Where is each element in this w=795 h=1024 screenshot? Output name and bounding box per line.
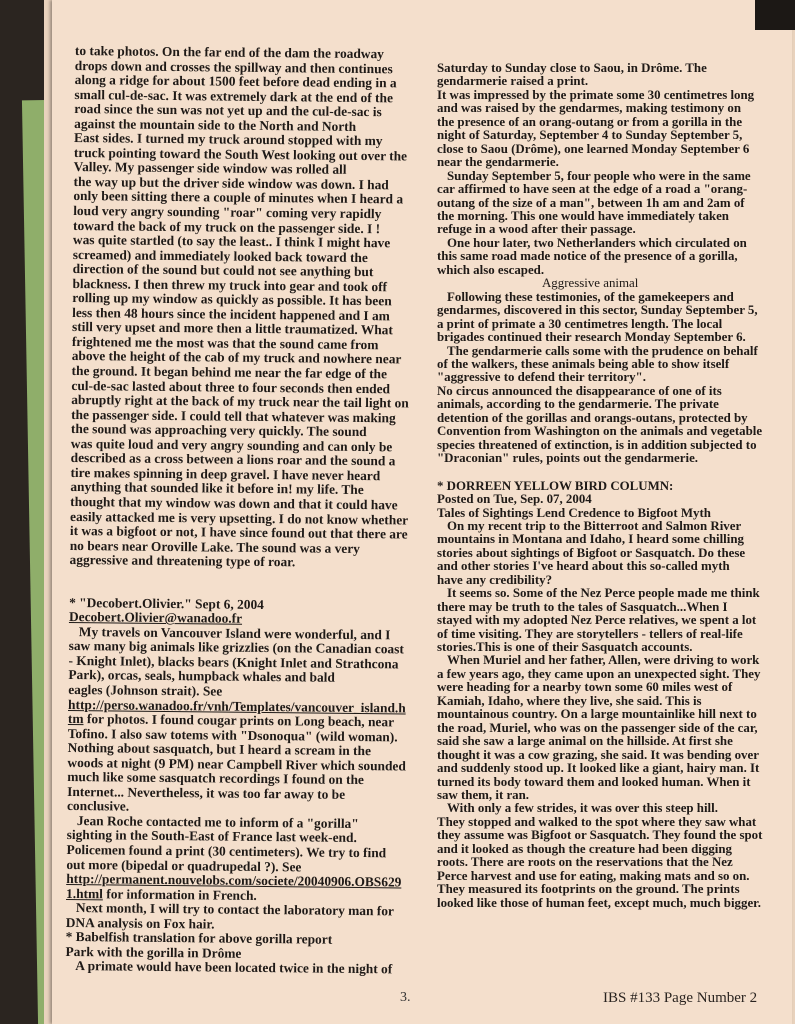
text-line: cul-de-sac lasted about three to four seconds then ended xyxy=(71,377,391,396)
text-line: "Draconian" rules, points out the gendarmerie. xyxy=(437,451,699,466)
text-line: it was a bigfoot or not, I have since found out that there are xyxy=(69,523,408,542)
text-line: were heading for a nearby town some 60 miles west of xyxy=(437,680,733,695)
text-line: close to Saou (Drôme), one learned Monday September 6 xyxy=(437,141,750,156)
text-line: It was impressed by the primate some 30 centimetres long xyxy=(437,87,755,102)
text-line: * DORREEN YELLOW BIRD COLUMN: xyxy=(437,478,674,493)
text-line: of time visiting. They are storytellers - tellers of real-life xyxy=(437,626,743,641)
hyperlink[interactable]: 1.html xyxy=(66,885,104,901)
truck-story xyxy=(70,44,414,571)
text-line: road since the sun was not yet up and the cul-de-sac is xyxy=(74,101,382,120)
line-text: On my recent trip to the Bitterroot and Salmon River xyxy=(447,518,742,533)
text-line: screamed) and immediately looked back toward the xyxy=(72,246,368,265)
text-line: Posted on Tue, Sep. 07, 2004 xyxy=(437,492,592,507)
text-line: stayed with my adopted Nez Perce relatives, we spent a lot xyxy=(437,613,757,628)
text-line: - Knight Inlet), blacks bears (Knight Inlet and Strathcona xyxy=(68,652,399,672)
gorilla-translation xyxy=(437,62,762,466)
text-line: thought it was a cow grazing, she said. It was bending over xyxy=(437,747,759,762)
text-line: outang of the size of a man", between 1h am and 2am of xyxy=(437,195,745,210)
background-corner xyxy=(755,0,795,30)
handwritten-page-number: 3. xyxy=(400,990,411,1005)
text-line xyxy=(437,802,762,815)
text-line: Internet... Nevertheless, it was too far away to be xyxy=(67,783,346,802)
text-line: was quite loud and very angry sounding and can only be xyxy=(70,435,393,455)
line-text: My travels on Vancouver Island were wonderful, and I xyxy=(78,623,391,643)
text-line: brigades continued their research Monday September 6. xyxy=(437,330,746,345)
text-line: described as a cross between a lions roar and the sound a xyxy=(70,450,396,469)
text-line xyxy=(437,277,762,290)
line-text: Following these testimonies, of the gamekeepers and xyxy=(447,289,734,304)
text-line: the passenger side. I could tell that whatever was making xyxy=(71,406,396,426)
text-line: Valley. My passenger side window was rolled all xyxy=(73,159,347,178)
text-line: anything that sounded like it before in! my life. The xyxy=(70,479,364,498)
text-line: near the gendarmerie. xyxy=(437,155,559,170)
left-column xyxy=(65,44,413,977)
text-line: Tales of Sightings Lend Credence to Bigfoot Myth xyxy=(437,505,711,520)
text-line: direction of the sound but could not see anything but xyxy=(72,261,374,280)
text-line: and was raised by the gendarmes, making testimony on xyxy=(437,101,742,116)
text-line: the sound was approaching very quickly. The sound xyxy=(70,421,367,440)
text-line: less then 48 hours since the incident happened and I am xyxy=(72,304,390,324)
text-line: above the height of the cab of my truck and nowhere near xyxy=(71,348,402,367)
text-line: night of Saturday, September 4 to Sunday September 5, xyxy=(437,128,743,143)
line-text: One hour later, two Netherlanders which circulated on xyxy=(447,235,747,250)
text-line: a print of primate a 30 centimetres length. The local xyxy=(437,316,723,331)
text-line: looked like those of human feet, except much, much bigger. xyxy=(437,895,761,910)
line-text: for information in French. xyxy=(102,885,257,903)
text-line: easily attacked me is very upsetting. I do not know whether xyxy=(69,508,409,528)
line-text: A primate would have been located twice in the night of xyxy=(75,958,393,977)
text-line: rolling up my window as quickly as possible. It has been xyxy=(72,290,392,309)
text-line: much like some sasquatch recordings I found on the xyxy=(67,769,365,788)
text-line: tire makes spinning in deep gravel. I have never heard xyxy=(70,464,381,484)
text-line: frightened me the most was that the sound came from xyxy=(71,333,379,353)
line-text: Aggressive animal xyxy=(542,276,639,291)
text-line: Perce harvest and use for eating, making mats and so on. xyxy=(437,868,750,883)
hyperlink[interactable]: http://permanent.nouvelobs.com/societe/20040906.OBS629 xyxy=(66,871,402,890)
yellow-bird-column xyxy=(437,480,762,911)
text-line: * "Decobert.Olivier." Sept 6, 2004 xyxy=(69,594,264,612)
text-line: No circus announced the disappearance of one of its xyxy=(437,383,722,398)
text-line: sighting in the South-East of France last week-end. xyxy=(66,827,357,846)
text-line: no bears near Oroville Lake. The sound was a very xyxy=(69,537,360,556)
text-line: a few years ago, they came upon an unexpected sight. They xyxy=(437,666,761,681)
text-line: woods at night (9 PM) near Campbell River which sounded xyxy=(67,754,406,774)
text-line: against the mountain side to the North and North xyxy=(74,115,357,134)
text-line: Park), orcas, seals, humpback whales and bald xyxy=(68,667,335,686)
text-line: animals, according to the gendarmerie. The private xyxy=(437,397,719,412)
text-line: still very upset and more then a little traumatized. What xyxy=(71,319,393,338)
text-line: the ground. It began behind me near the far edge of the xyxy=(71,363,388,382)
text-line: truck pointing toward the South West looking out over the xyxy=(73,144,408,164)
text-line: of the walkers, these animals being able to show itself xyxy=(437,356,730,371)
hyperlink[interactable]: http://perso.wanadoo.fr/vnh/Templates/vancouver_island.h xyxy=(68,696,406,716)
text-line: saw many big animals like grizzlies (on the Canadian coast xyxy=(68,638,404,657)
line-text: With only a few strides, it was over this steep hill. xyxy=(447,801,718,816)
text-line: there may be truth to the tales of Sasquatch...When I xyxy=(437,599,728,614)
text-line: was quite startled (to say the least.. I think I might have xyxy=(72,232,391,251)
text-line: Convention from Washington on the animals and vegetable xyxy=(437,424,763,439)
text-line: DNA analysis on Fox hair. xyxy=(65,914,215,932)
text-line: have any credibility? xyxy=(437,572,553,587)
text-line: stories about sightings of Bigfoot or Sasquatch. Do these xyxy=(437,545,746,560)
text-line: small cul-de-sac. It was extremely dark at the end of the xyxy=(74,86,394,105)
hyperlink[interactable]: tm xyxy=(67,711,84,727)
text-line: East sides. I turned my truck around stopped with my xyxy=(73,130,383,149)
right-column xyxy=(437,62,762,910)
text-line: They measured its footprints on the ground. The prints xyxy=(437,882,740,897)
text-line xyxy=(437,345,762,358)
text-line: conclusive. xyxy=(66,798,130,814)
text-line: They stopped and walked to the spot where they saw what xyxy=(437,814,757,829)
text-line: abruptly right at the back of my truck near the tail light on xyxy=(71,392,409,411)
text-line: which also escaped. xyxy=(437,262,545,277)
text-line: Saturday to Sunday close to Saou, in Drôme. The xyxy=(437,61,707,75)
text-line: the morning. This one would have immediately taken xyxy=(437,208,729,223)
text-line: blackness. I then threw my truck into gear and took off xyxy=(72,275,388,295)
text-line: Nothing about sasquatch, but I heard a scream in the xyxy=(67,740,372,759)
line-text: Next month, I will try to contact the laboratory man for xyxy=(75,900,394,919)
text-line xyxy=(437,291,762,304)
text-line: detention of the gorillas and orangs-outans, protected by xyxy=(437,410,748,425)
text-line: Tofino. I also saw totems with "Dsonoqua" (wild woman). xyxy=(67,725,398,745)
text-line: gendarmerie raised a print. xyxy=(437,74,589,89)
text-line: Policemen found a print (30 centimeters). We try to find xyxy=(66,841,387,861)
text-line xyxy=(437,170,762,183)
text-line: toward the back of my truck on the passenger side. I ! xyxy=(73,217,381,236)
text-line: eagles (Johnson strait). See xyxy=(68,681,223,699)
text-line: loud very angry sounding "roar" coming very rapidly xyxy=(73,203,382,222)
text-line xyxy=(437,237,762,250)
line-text: for photos. I found cougar prints on Long beach, near xyxy=(83,711,395,730)
text-line: only been sitting there a couple of minutes when I heard a xyxy=(73,188,404,207)
text-line xyxy=(437,520,762,533)
spacer xyxy=(437,466,762,480)
line-text: Sunday September 5, four people who were in the same xyxy=(447,168,751,183)
text-line: Kamiah, Idaho, where they live, she said. This is xyxy=(437,693,702,708)
text-line: saw them, it ran. xyxy=(437,788,530,803)
text-line: the presence of an orang-outang or from a gorilla in the xyxy=(437,114,743,129)
text-line: species threatened of extinction, is in addition subjected to xyxy=(437,437,757,452)
text-line: turned its body toward them and looked human. When it xyxy=(437,774,751,789)
text-line: "aggressive to defend their territory". xyxy=(437,370,646,385)
text-line: aggressive and threatening type of roar. xyxy=(69,552,296,570)
line-text: Jean Roche contacted me to inform of a "gorilla" xyxy=(76,812,359,831)
text-line: stories.This is one of their Sasquatch accounts. xyxy=(437,640,693,655)
text-line: thought that my window was down and that it could have xyxy=(70,493,398,513)
text-line: said she saw a large animal on the hillside. At first she xyxy=(437,734,733,749)
text-line: they assume was Bigfoot or Sasquatch. They found the spot xyxy=(437,828,763,843)
text-line: mountains in Montana and Idaho, I heard some chilling xyxy=(437,532,744,547)
line-text: When Muriel and her father, Allen, were driving to work xyxy=(447,653,760,668)
text-line: gendarmes, discovered in this sector, Sunday September 5, xyxy=(437,303,758,318)
decobert-section xyxy=(65,596,407,978)
text-line: to take photos. On the far end of the dam the roadway xyxy=(74,43,384,62)
text-line: out more (bipedal or quadrupedal ?). See xyxy=(66,856,302,874)
line-text: It seems so. Some of the Nez Perce people made me think xyxy=(447,586,760,601)
text-line: refuge in a wood after their passage. xyxy=(437,222,636,237)
text-line: and other stories I've heard about this so-called myth xyxy=(437,559,730,574)
text-line: this same road made notice of the presence of a gorilla, xyxy=(437,249,738,264)
text-line: the road, Muriel, who was on the passenger side of the car, xyxy=(437,720,758,735)
text-line xyxy=(437,654,762,667)
text-line: Park with the gorilla in Drôme xyxy=(65,943,242,961)
text-line: * Babelfish translation for above gorilla report xyxy=(65,929,333,948)
text-line: car affirmed to have seen at the edge of a road a "orang- xyxy=(437,182,748,197)
text-line xyxy=(437,587,762,600)
text-line: the way up but the driver side window was down. I had xyxy=(73,173,389,193)
hyperlink[interactable]: Decobert.Olivier@wanadoo.fr xyxy=(68,609,243,627)
line-text: The gendarmerie calls some with the prudence on behalf xyxy=(447,343,758,358)
text-line: and suddenly stood up. It looked like a giant, hairy man. It xyxy=(437,761,760,776)
text-line: along a ridge for about 1500 feet before dead ending in a xyxy=(74,72,397,91)
text-line: drops down and crosses the spillway and then continues xyxy=(74,57,393,76)
text-line: and it looked as though the creature had been digging xyxy=(437,841,732,856)
text-line: mountainous country. On a large mountainlike hill next to xyxy=(437,707,757,722)
page-footer-label: IBS #133 Page Number 2 xyxy=(603,990,758,1006)
text-line: roots. There are roots on the reservations that the Nez xyxy=(437,855,733,870)
